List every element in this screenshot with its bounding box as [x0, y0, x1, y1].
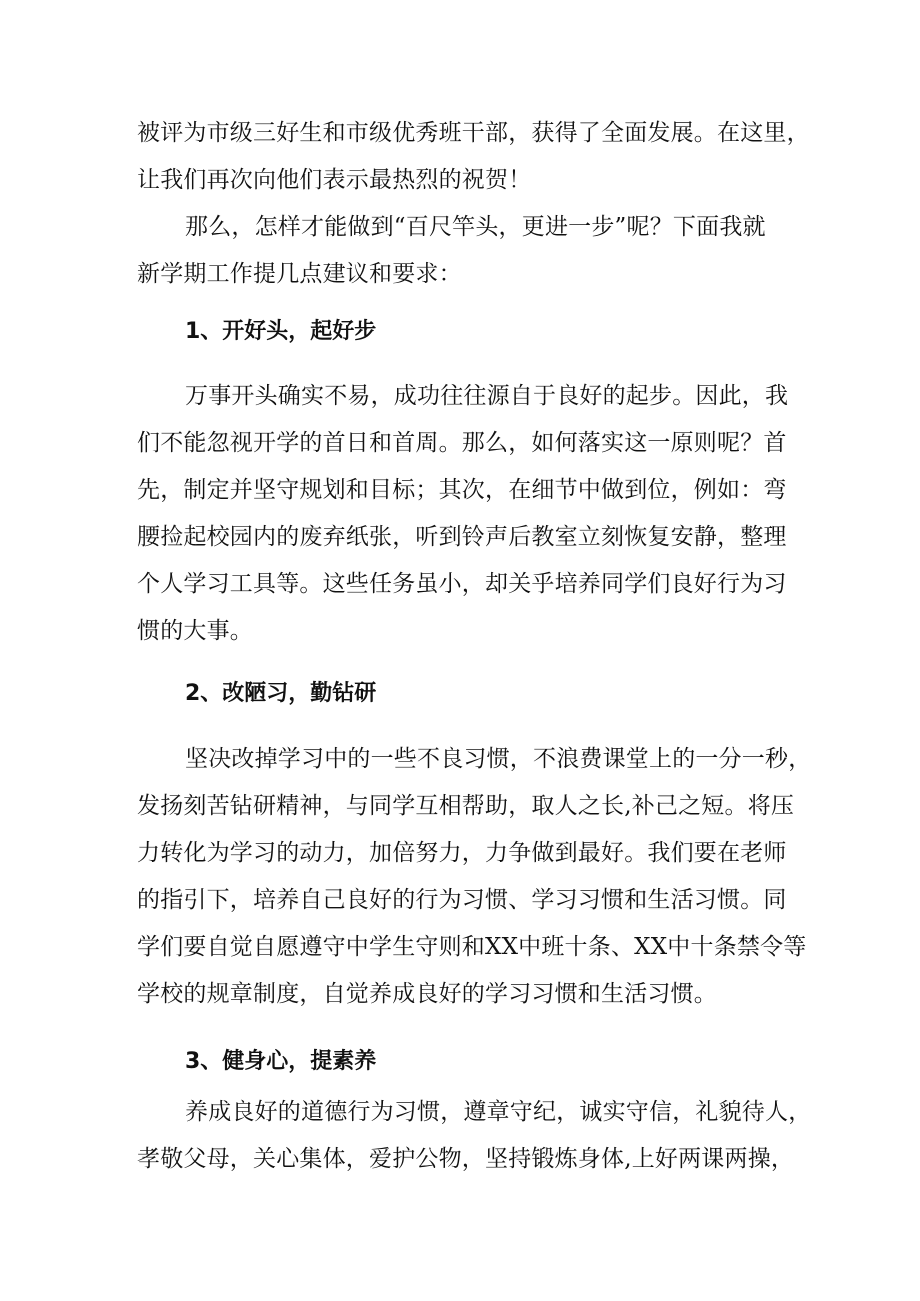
paragraph-line: 养成良好的道德行为习惯，遵章守纪，诚实守信，礼貌待人， — [185, 1099, 812, 1125]
paragraph-line: 被评为市级三好生和市级优秀班干部，获得了全面发展。在这里， — [137, 120, 810, 146]
paragraph-line: 坚决改掉学习中的一些不良习惯，不浪费课堂上的一分一秒， — [185, 746, 812, 772]
paragraph-line: 发扬刻苦钻研精神，与同学互相帮助，取人之长,补己之短。将压 — [137, 793, 795, 819]
paragraph-line: 让我们再次向他们表示最热烈的祝贺！ — [137, 167, 532, 193]
paragraph-line: 学校的规章制度，自觉养成良好的学习习惯和生活习惯。 — [137, 981, 717, 1007]
paragraph-line: 万事开头确实不易，成功往往源自于良好的起步。因此，我 — [185, 383, 789, 409]
section-heading-3: 3、健身心，提素养 — [185, 1049, 377, 1074]
paragraph-line: 先，制定并坚守规划和目标；其次，在细节中做到位，例如：弯 — [137, 477, 787, 503]
paragraph-line: 个人学习工具等。这些任务虽小，却关乎培养同学们良好行为习 — [137, 571, 787, 597]
section-heading-1: 1、开好头，起好步 — [185, 319, 377, 344]
paragraph-line: 那么，怎样才能做到“百尺竿头，更进一步”呢？下面我就 — [185, 214, 766, 240]
paragraph-line: 的指引下，培养自己良好的行为习惯、学习习惯和生活习惯。同 — [137, 887, 787, 913]
section-heading-2: 2、改陋习，勤钻研 — [185, 681, 377, 706]
paragraph-line: 惯的大事。 — [137, 618, 253, 644]
paragraph-line: 孝敬父母，关心集体，爱护公物，坚持锻炼身体,上好两课两操， — [137, 1146, 795, 1172]
paragraph-line: 们不能忽视开学的首日和首周。那么，如何落实这一原则呢？首 — [137, 430, 787, 456]
paragraph-line: 学们要自觉自愿遵守中学生守则和XX中班十条、XX中十条禁令等 — [137, 934, 807, 960]
paragraph-line: 力转化为学习的动力，加倍努力，力争做到最好。我们要在老师 — [137, 840, 787, 866]
paragraph-line: 新学期工作提几点建议和要求： — [137, 261, 462, 287]
paragraph-line: 腰捡起校园内的废弃纸张，听到铃声后教室立刻恢复安静，整理 — [137, 524, 787, 550]
